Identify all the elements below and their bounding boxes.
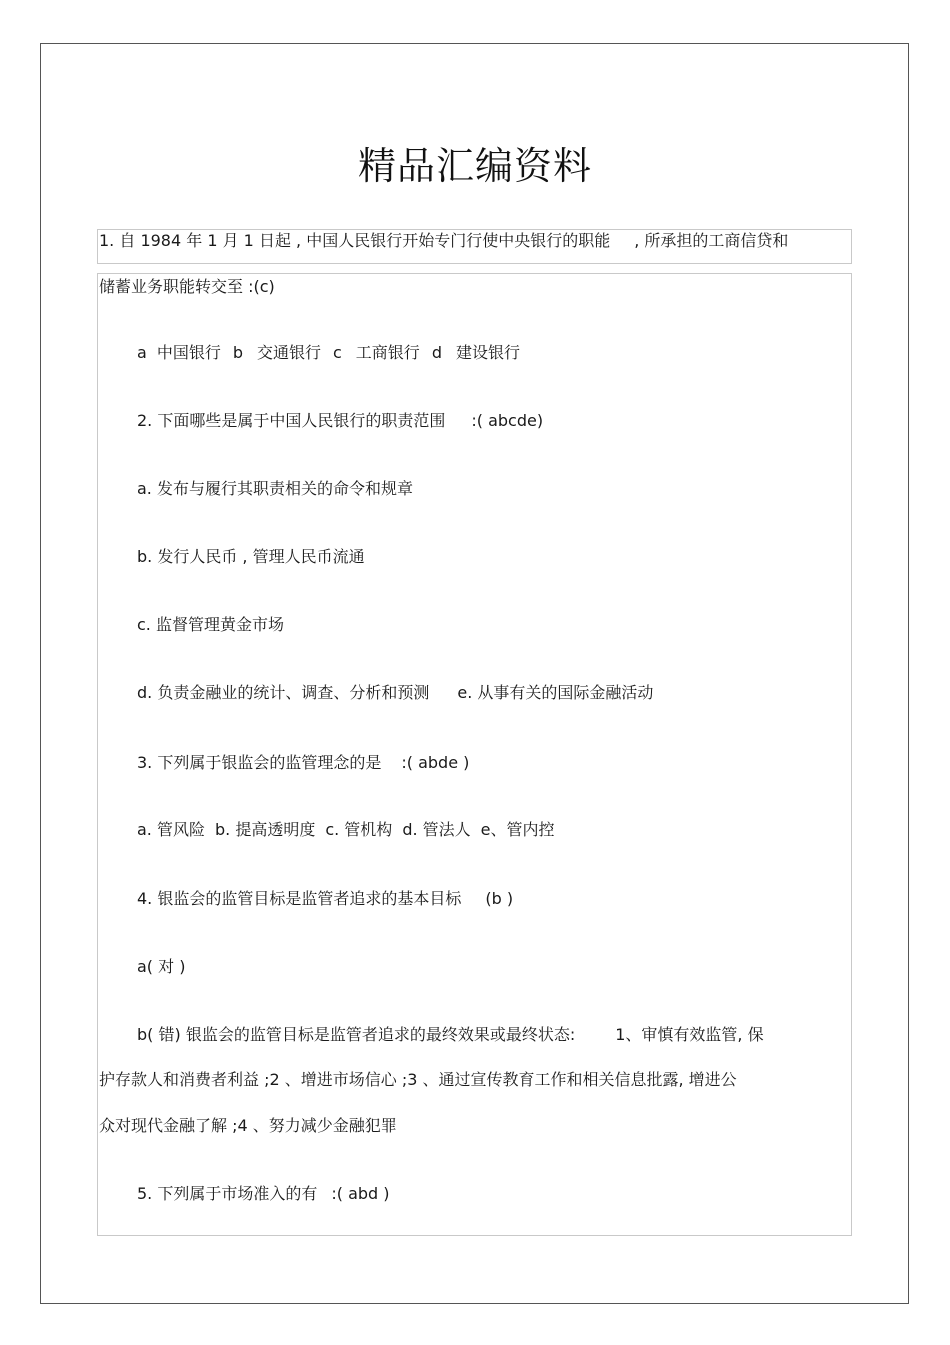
q4-explain-line-1-part-a: b( 错) 银监会的监管目标是监管者追求的最终效果或最终状态:: [137, 1025, 576, 1044]
q3-option-b: b. 提高透明度: [214, 820, 316, 839]
q1-option-b-key: b: [232, 343, 243, 362]
q3-question-text: 3. 下列属于银监会的监管理念的是: [137, 753, 382, 772]
q1-option-c-text: 工商银行: [355, 343, 420, 362]
q1-line-1: [99, 231, 788, 251]
q2-question-text: 2. 下面哪些是属于中国人民银行的职责范围: [137, 411, 446, 430]
q2-option-d: d. 负责金融业的统计、调查、分析和预测: [137, 683, 430, 702]
q2-option-b: b. 发行人民币 , 管理人民币流通: [137, 547, 365, 566]
q5-answer: :( abd ): [331, 1184, 390, 1203]
q3-option-c: c. 管机构: [325, 820, 393, 839]
q3-option-d: d. 管法人: [402, 820, 471, 839]
q3-option-e: e、管内控: [480, 820, 555, 839]
q4-explain-line-1: [137, 1025, 764, 1045]
q1-line-1-part-b: , 所承担的工商信贷和: [634, 231, 789, 250]
q3-option-a: a. 管风险: [137, 820, 205, 839]
q4-explain-line-1-part-b: 1、审慎有效监管, 保: [615, 1025, 764, 1044]
q1-options: [137, 343, 520, 363]
q1-option-d-key: d: [431, 343, 442, 362]
q5-question: [137, 1184, 390, 1204]
q1-option-a-key: a: [137, 343, 147, 362]
q3-question: [137, 753, 469, 773]
q4-question-text: 4. 银监会的监管目标是监管者追求的基本目标: [137, 889, 462, 908]
q1-line-1-part-a: 1. 自 1984 年 1 月 1 日起 , 中国人民银行开始专门行使中央银行的职能: [99, 231, 611, 250]
q2-option-a: a. 发布与履行其职责相关的命令和规章: [137, 479, 413, 498]
q1-option-c-key: c: [333, 343, 342, 362]
q4-question: [137, 889, 513, 909]
q4-option-a: a( 对 ): [137, 957, 186, 976]
q1-option-d-text: 建设银行: [455, 343, 520, 362]
document-title: 精品汇编资料: [357, 144, 592, 188]
q2-option-c: c. 监督管理黄金市场: [137, 615, 284, 634]
q1-line-2: 储蓄业务职能转交至 :(c): [99, 277, 275, 296]
q4-answer: (b ): [485, 889, 514, 908]
q5-question-text: 5. 下列属于市场准入的有: [137, 1184, 318, 1203]
q1-option-a-text: 中国银行: [156, 343, 221, 362]
q2-option-d-e: [137, 683, 653, 703]
q1-option-b-text: 交通银行: [256, 343, 321, 362]
q2-option-e: e. 从事有关的国际金融活动: [457, 683, 654, 702]
q4-explain-line-3: 众对现代金融了解 ;4 、努力减少金融犯罪: [99, 1116, 397, 1135]
q3-answer: :( abde ): [401, 753, 470, 772]
q3-options: [137, 820, 555, 840]
q2-question: [137, 411, 543, 431]
q4-explain-line-2: 护存款人和消费者利益 ;2 、增进市场信心 ;3 、通过宣传教育工作和相关信息批露, 增进公: [99, 1070, 737, 1089]
q2-answer: :( abcde): [471, 411, 544, 430]
